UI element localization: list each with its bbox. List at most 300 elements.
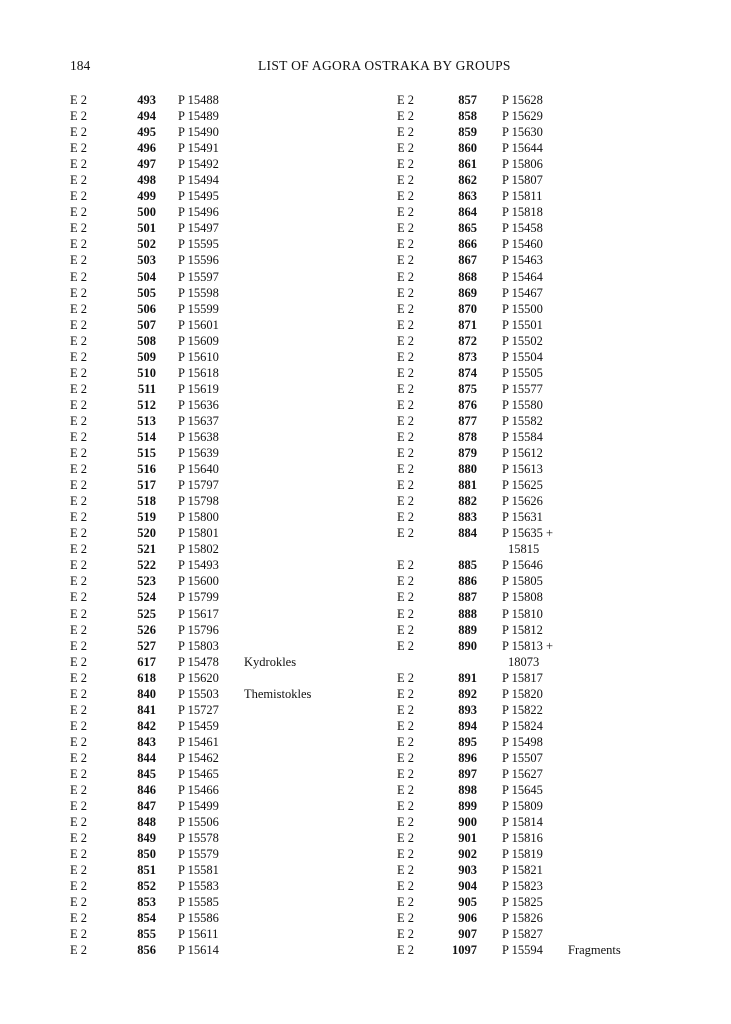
catalog-number: 872: [458, 333, 477, 348]
inventory-number: P 15818: [502, 205, 543, 220]
group-code: E 2: [397, 799, 415, 814]
group-code: E 2: [70, 654, 88, 669]
list-row: [397, 269, 697, 285]
inventory-number: P 15462: [178, 750, 219, 765]
group-code: E 2: [70, 301, 88, 316]
catalog-number: 867: [458, 253, 477, 268]
list-row: [70, 92, 390, 108]
group-code: E 2: [70, 125, 88, 140]
group-code: E 2: [397, 365, 415, 380]
group-code: E 2: [70, 526, 88, 541]
group-code: E 2: [397, 317, 415, 332]
inventory-number: P 15584: [502, 429, 543, 444]
inventory-number: P 15813 +: [502, 638, 554, 653]
inventory-number: P 15582: [502, 413, 543, 428]
list-row: [70, 589, 390, 605]
catalog-number: 877: [458, 413, 477, 428]
catalog-number: 841: [137, 702, 156, 717]
catalog-number: 856: [137, 943, 156, 958]
list-row: [397, 429, 697, 445]
name-note: Themistokles: [244, 686, 312, 701]
catalog-number: 498: [137, 173, 156, 188]
catalog-number: 895: [458, 734, 477, 749]
group-code: E 2: [70, 750, 88, 765]
inventory-number: P 15499: [178, 799, 219, 814]
catalog-number: 893: [458, 702, 477, 717]
group-code: E 2: [70, 686, 88, 701]
catalog-number: 904: [458, 879, 477, 894]
inventory-number: P 15636: [178, 397, 219, 412]
catalog-number: 905: [458, 895, 477, 910]
inventory-number: P 15635 +: [502, 526, 554, 541]
inventory-number: P 15595: [178, 237, 219, 252]
left-column-list: [70, 92, 390, 959]
list-row: [70, 734, 390, 750]
list-row: [397, 124, 697, 140]
catalog-number: 880: [458, 462, 477, 477]
list-row: [397, 862, 697, 878]
inventory-number: P 15503: [178, 686, 219, 701]
inventory-continuation: 15815: [508, 542, 540, 557]
group-code: E 2: [397, 141, 415, 156]
catalog-number: 854: [137, 911, 156, 926]
group-code: E 2: [397, 766, 415, 781]
catalog-number: 516: [137, 462, 156, 477]
group-code: E 2: [397, 478, 415, 493]
group-code: E 2: [70, 718, 88, 733]
inventory-number: P 15463: [502, 253, 543, 268]
list-row: [397, 108, 697, 124]
list-row: [70, 814, 390, 830]
group-code: E 2: [397, 189, 415, 204]
list-row: [70, 622, 390, 638]
inventory-number: P 15458: [502, 221, 543, 236]
list-row: [397, 172, 697, 188]
catalog-number: 510: [137, 365, 156, 380]
catalog-number: 866: [458, 237, 477, 252]
group-code: E 2: [70, 606, 88, 621]
group-code: E 2: [70, 895, 88, 910]
group-code: E 2: [397, 847, 415, 862]
list-row: [70, 397, 390, 413]
name-note: Fragments: [568, 943, 621, 958]
group-code: E 2: [397, 863, 415, 878]
inventory-number: P 15620: [178, 670, 219, 685]
catalog-number: 847: [137, 799, 156, 814]
inventory-number: P 15507: [502, 750, 543, 765]
inventory-number: P 15461: [178, 734, 219, 749]
inventory-number: P 15800: [178, 510, 219, 525]
list-row: [70, 381, 390, 397]
catalog-number: 899: [458, 799, 477, 814]
catalog-number: 897: [458, 766, 477, 781]
list-row: [70, 269, 390, 285]
catalog-number: 617: [137, 654, 156, 669]
catalog-number: 890: [458, 638, 477, 653]
catalog-number: 869: [458, 285, 477, 300]
inventory-number: P 15465: [178, 766, 219, 781]
catalog-number: 512: [137, 397, 156, 412]
catalog-number: 874: [458, 365, 477, 380]
list-row: [70, 942, 390, 958]
group-code: E 2: [397, 606, 415, 621]
catalog-number: 892: [458, 686, 477, 701]
catalog-number: 873: [458, 349, 477, 364]
catalog-number: 906: [458, 911, 477, 926]
list-row: [397, 846, 697, 862]
page-number: 184: [70, 58, 91, 73]
inventory-number: P 15630: [502, 125, 543, 140]
list-row: [70, 317, 390, 333]
inventory-number: P 15460: [502, 237, 543, 252]
list-row: [397, 381, 697, 397]
catalog-number: 843: [137, 734, 156, 749]
inventory-number: P 15801: [178, 526, 219, 541]
list-row: [397, 525, 697, 541]
group-code: E 2: [397, 510, 415, 525]
inventory-number: P 15495: [178, 189, 219, 204]
inventory-number: P 15586: [178, 911, 219, 926]
list-row: [70, 349, 390, 365]
inventory-number: P 15827: [502, 927, 543, 942]
inventory-number: P 15504: [502, 349, 543, 364]
list-row: [70, 670, 390, 686]
inventory-number: P 15626: [502, 494, 543, 509]
group-code: E 2: [397, 943, 415, 958]
group-code: E 2: [70, 622, 88, 637]
group-code: E 2: [397, 734, 415, 749]
catalog-number: 894: [458, 718, 477, 733]
group-code: E 2: [70, 574, 88, 589]
group-code: E 2: [397, 285, 415, 300]
group-code: E 2: [70, 109, 88, 124]
group-code: E 2: [397, 590, 415, 605]
list-row: [70, 638, 390, 654]
inventory-number: P 15644: [502, 141, 543, 156]
group-code: E 2: [70, 863, 88, 878]
list-row: [397, 926, 697, 942]
catalog-number: 511: [137, 381, 156, 396]
list-row: [70, 493, 390, 509]
inventory-number: P 15502: [502, 333, 543, 348]
group-code: E 2: [70, 590, 88, 605]
list-row: [397, 782, 697, 798]
list-row: [70, 461, 390, 477]
group-code: E 2: [397, 638, 415, 653]
group-code: E 2: [70, 799, 88, 814]
list-row: [397, 365, 697, 381]
inventory-number: P 15803: [178, 638, 219, 653]
list-row: [397, 461, 697, 477]
list-row: [397, 942, 697, 958]
list-row: [397, 750, 697, 766]
list-row: [397, 766, 697, 782]
inventory-number: P 15619: [178, 381, 219, 396]
group-code: E 2: [70, 911, 88, 926]
list-row: [397, 686, 697, 702]
group-code: E 2: [397, 622, 415, 637]
catalog-number: 520: [137, 526, 156, 541]
list-row: [397, 92, 697, 108]
inventory-number: P 15488: [178, 93, 219, 107]
list-row: [397, 734, 697, 750]
catalog-number: 503: [137, 253, 156, 268]
inventory-number: P 15816: [502, 831, 543, 846]
list-row: [397, 397, 697, 413]
group-code: E 2: [397, 333, 415, 348]
group-code: E 2: [70, 510, 88, 525]
list-row: [397, 557, 697, 573]
inventory-number: P 15821: [502, 863, 543, 878]
catalog-number: 1097: [452, 943, 477, 958]
group-code: E 2: [70, 173, 88, 188]
inventory-number: P 15628: [502, 93, 543, 107]
inventory-number: P 15823: [502, 879, 543, 894]
catalog-number: 875: [458, 381, 477, 396]
group-code: E 2: [70, 670, 88, 685]
list-row: [70, 108, 390, 124]
inventory-number: P 15797: [178, 478, 219, 493]
catalog-number: 870: [458, 301, 477, 316]
list-row: [397, 333, 697, 349]
inventory-number: P 15637: [178, 413, 219, 428]
inventory-number: P 15506: [178, 815, 219, 830]
list-row: [70, 846, 390, 862]
catalog-number: 502: [137, 237, 156, 252]
list-row: [70, 782, 390, 798]
inventory-number: P 15466: [178, 783, 219, 798]
catalog-number: 506: [137, 301, 156, 316]
list-row: [397, 204, 697, 220]
group-code: E 2: [70, 478, 88, 493]
list-row: [70, 606, 390, 622]
group-code: E 2: [70, 783, 88, 798]
catalog-number: 527: [137, 638, 156, 653]
inventory-number: P 15614: [178, 943, 219, 958]
inventory-number: P 15498: [502, 734, 543, 749]
inventory-number: P 15580: [502, 397, 543, 412]
list-row: [70, 750, 390, 766]
inventory-number: P 15505: [502, 365, 543, 380]
inventory-number: P 15579: [178, 847, 219, 862]
inventory-number: P 15802: [178, 542, 219, 557]
catalog-number: 902: [458, 847, 477, 862]
inventory-number: P 15609: [178, 333, 219, 348]
list-row: [70, 156, 390, 172]
catalog-number: 857: [458, 93, 477, 107]
inventory-number: P 15618: [178, 365, 219, 380]
list-row: [70, 926, 390, 942]
group-code: E 2: [70, 93, 88, 107]
list-row: [70, 878, 390, 894]
group-code: E 2: [397, 221, 415, 236]
inventory-number: P 15501: [502, 317, 543, 332]
group-code: E 2: [397, 173, 415, 188]
inventory-number: P 15812: [502, 622, 543, 637]
catalog-number: 517: [137, 478, 156, 493]
inventory-number: P 15478: [178, 654, 219, 669]
group-code: E 2: [70, 237, 88, 252]
inventory-number: P 15727: [178, 702, 219, 717]
list-row: [397, 798, 697, 814]
group-code: E 2: [70, 879, 88, 894]
inventory-number: P 15819: [502, 847, 543, 862]
inventory-number: P 15490: [178, 125, 219, 140]
list-row: [397, 477, 697, 493]
inventory-number: P 15491: [178, 141, 219, 156]
catalog-number: 868: [458, 269, 477, 284]
catalog-number: 858: [458, 109, 477, 124]
group-code: E 2: [397, 349, 415, 364]
list-row: [70, 557, 390, 573]
group-code: E 2: [70, 285, 88, 300]
inventory-number: P 15585: [178, 895, 219, 910]
group-code: E 2: [70, 317, 88, 332]
catalog-number: 519: [137, 510, 156, 525]
inventory-number: P 15583: [178, 879, 219, 894]
list-row: [397, 718, 697, 734]
inventory-number: P 15639: [178, 446, 219, 461]
group-code: E 2: [397, 462, 415, 477]
catalog-number: 886: [458, 574, 477, 589]
list-row: [397, 589, 697, 605]
group-code: E 2: [70, 494, 88, 509]
list-row: [397, 493, 697, 509]
inventory-number: P 15798: [178, 494, 219, 509]
inventory-number: P 15805: [502, 574, 543, 589]
list-row: [397, 509, 697, 525]
group-code: E 2: [70, 157, 88, 172]
catalog-number: 896: [458, 750, 477, 765]
list-row: [70, 862, 390, 878]
inventory-number: P 15627: [502, 766, 543, 781]
group-code: E 2: [397, 686, 415, 701]
inventory-number: P 15581: [178, 863, 219, 878]
catalog-number: 514: [137, 429, 156, 444]
group-code: E 2: [397, 831, 415, 846]
catalog-number: 513: [137, 413, 156, 428]
group-code: E 2: [397, 702, 415, 717]
catalog-number: 862: [458, 173, 477, 188]
inventory-number: P 15611: [178, 927, 219, 942]
group-code: E 2: [70, 333, 88, 348]
list-row: [70, 509, 390, 525]
list-row: [397, 606, 697, 622]
catalog-number: 524: [137, 590, 156, 605]
list-row: [397, 910, 697, 926]
catalog-number: 861: [458, 157, 477, 172]
list-row: [70, 910, 390, 926]
inventory-number: P 15799: [178, 590, 219, 605]
inventory-number: P 15625: [502, 478, 543, 493]
group-code: E 2: [397, 574, 415, 589]
catalog-number: 499: [137, 189, 156, 204]
list-row: [70, 429, 390, 445]
group-code: E 2: [397, 397, 415, 412]
inventory-number: P 15640: [178, 462, 219, 477]
inventory-number: P 15617: [178, 606, 219, 621]
catalog-number: 879: [458, 446, 477, 461]
catalog-number: 500: [137, 205, 156, 220]
catalog-number: 864: [458, 205, 477, 220]
inventory-continuation: 18073: [508, 654, 540, 669]
list-row: [70, 830, 390, 846]
inventory-number: P 15497: [178, 221, 219, 236]
group-code: E 2: [70, 558, 88, 573]
group-code: E 2: [70, 269, 88, 284]
group-code: E 2: [397, 237, 415, 252]
inventory-number: P 15629: [502, 109, 543, 124]
group-code: E 2: [397, 301, 415, 316]
group-code: E 2: [70, 815, 88, 830]
group-code: E 2: [397, 269, 415, 284]
group-code: E 2: [70, 253, 88, 268]
inventory-number: P 15796: [178, 622, 219, 637]
catalog-number: 505: [137, 285, 156, 300]
group-code: E 2: [397, 205, 415, 220]
inventory-number: P 15610: [178, 349, 219, 364]
group-code: E 2: [397, 381, 415, 396]
catalog-number: 883: [458, 510, 477, 525]
group-code: E 2: [70, 189, 88, 204]
catalog-number: 508: [137, 333, 156, 348]
list-row: [70, 766, 390, 782]
group-code: E 2: [397, 413, 415, 428]
list-row: [397, 654, 697, 670]
inventory-number: P 15601: [178, 317, 219, 332]
group-code: E 2: [397, 783, 415, 798]
inventory-number: P 15612: [502, 446, 543, 461]
inventory-number: P 15489: [178, 109, 219, 124]
group-code: E 2: [397, 750, 415, 765]
list-row: [397, 220, 697, 236]
catalog-number: 853: [137, 895, 156, 910]
inventory-number: P 15493: [178, 558, 219, 573]
list-row: [70, 654, 390, 670]
group-code: E 2: [397, 927, 415, 942]
group-code: E 2: [70, 734, 88, 749]
inventory-number: P 15494: [178, 173, 219, 188]
list-row: [70, 413, 390, 429]
inventory-number: P 15496: [178, 205, 219, 220]
catalog-number: 881: [458, 478, 477, 493]
list-row: [397, 622, 697, 638]
catalog-number: 494: [137, 109, 156, 124]
inventory-number: P 15822: [502, 702, 543, 717]
list-row: [397, 140, 697, 156]
catalog-number: 903: [458, 863, 477, 878]
list-row: [70, 124, 390, 140]
catalog-number: 860: [458, 141, 477, 156]
inventory-number: P 15807: [502, 173, 543, 188]
catalog-number: 848: [137, 815, 156, 830]
list-row: [70, 252, 390, 268]
group-code: E 2: [70, 205, 88, 220]
list-row: [397, 252, 697, 268]
list-row: [70, 172, 390, 188]
group-code: E 2: [397, 494, 415, 509]
group-code: E 2: [397, 895, 415, 910]
catalog-number: 901: [458, 831, 477, 846]
inventory-number: P 15598: [178, 285, 219, 300]
group-code: E 2: [397, 911, 415, 926]
catalog-number: 851: [137, 863, 156, 878]
inventory-number: P 15824: [502, 718, 543, 733]
inventory-number: P 15817: [502, 670, 543, 685]
list-row: [70, 204, 390, 220]
list-row: [397, 445, 697, 461]
catalog-number: 504: [137, 269, 156, 284]
